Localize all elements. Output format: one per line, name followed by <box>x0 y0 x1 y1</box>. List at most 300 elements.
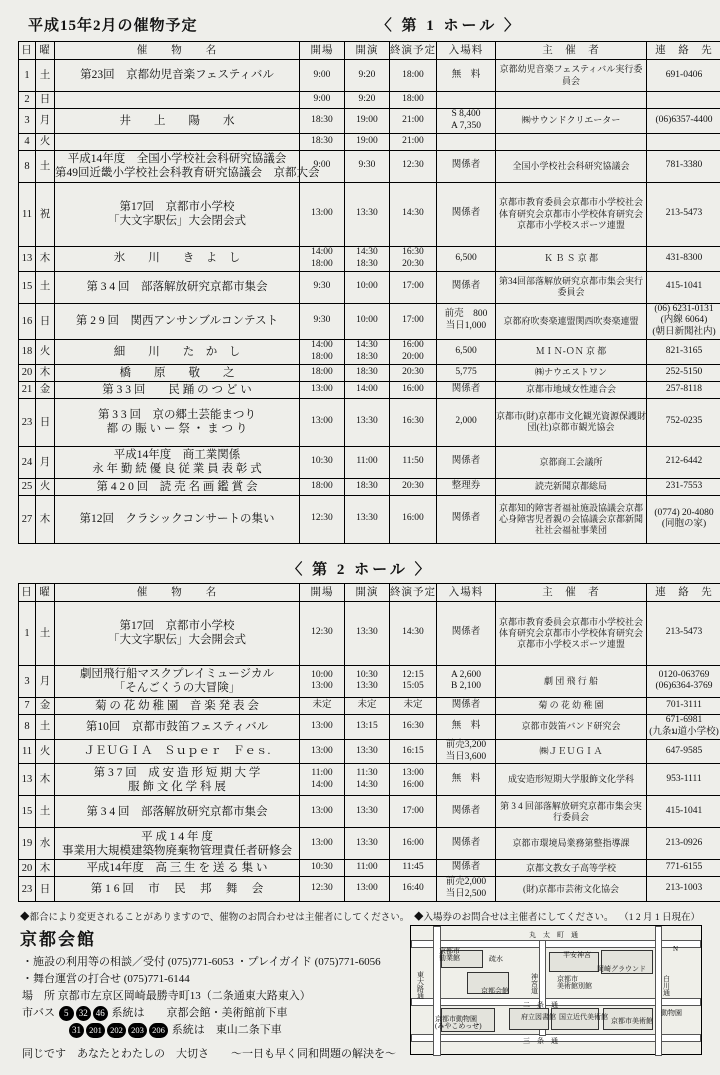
cell-organizer: (財)京都市芸術文化協会 <box>496 877 647 902</box>
cell-tel: (06)6357-4400 <box>647 109 720 134</box>
cell-fee: 関係者 <box>437 446 496 478</box>
road-shirakawa <box>655 926 662 1056</box>
table-row <box>19 60 720 92</box>
cell-start: 19:00 <box>345 109 390 134</box>
cell-event-name: 第 2 9 回 関西アンサンブルコンテスト <box>55 303 300 340</box>
cell-open: 未定 <box>300 697 345 714</box>
table-header-row <box>19 583 720 601</box>
cell-organizer: ＭＩＮ-ＯＮ 京 都 <box>496 340 647 365</box>
page-title: 平成15年2月の催物予定 <box>18 14 198 35</box>
cell-fee: 2,000 <box>437 398 496 446</box>
cell-event-name: 平成14年度 全国小学校社会科研究協議会 第49回近畿小学校社会科教育研究協議会 京都大会 <box>55 150 300 182</box>
table-row <box>19 303 720 340</box>
cell-open: 13:00 <box>300 714 345 739</box>
cell-organizer: 第 3 4 回部落解放研究京都市集会実行委員会 <box>496 796 647 828</box>
cell-weekday: 月 <box>36 109 55 134</box>
cell-event-name: 第23回 京都幼児音楽フェスティバル <box>55 60 300 92</box>
cell-open: 11:00 14:00 <box>300 764 345 796</box>
cell-start: 19:00 <box>345 133 390 150</box>
cell-fee: 関係者 <box>437 150 496 182</box>
cell-tel: 415-1041 <box>647 796 720 828</box>
table-row <box>19 381 720 398</box>
col-fee: 入場料 <box>437 583 496 601</box>
cell-end: 16:00 <box>390 495 437 543</box>
cell-day: 20 <box>19 860 36 877</box>
cell-fee: 前売2,000 当日2,500 <box>437 877 496 902</box>
cell-fee: 関係者 <box>437 796 496 828</box>
cell-organizer: ㈱ＪＥＵＧＩＡ <box>496 739 647 764</box>
cell-weekday: 火 <box>36 478 55 495</box>
col-weekday: 曜 <box>36 42 55 60</box>
cell-start: 未定 <box>345 697 390 714</box>
col-start: 開演 <box>345 583 390 601</box>
table-row <box>19 665 720 697</box>
cell-event-name: 氷 川 き よ し <box>55 246 300 271</box>
map-label: 京都会館 <box>481 988 509 995</box>
cell-start: 13:30 <box>345 796 390 828</box>
cell-event-name: ＪＥＵＧＩＡ Ｓｕｐｅｒ Ｆｅｓ. <box>55 739 300 764</box>
cell-end: 18:00 <box>390 92 437 109</box>
cell-organizer: 第34回部落解放研究京都市集会実行委員会 <box>496 271 647 303</box>
map-label: 岡崎グラウンド <box>597 966 646 973</box>
cell-day: 19 <box>19 828 36 860</box>
cell-weekday: 日 <box>36 877 55 902</box>
hall2-title: 〈 第 2 ホール 〉 <box>18 558 702 579</box>
cell-end: 16:00 <box>390 828 437 860</box>
cell-event-name: 第 3 3 回 京の郷土芸能まつり 都 の 賑 い ー 祭 ・ ま つ り <box>55 398 300 446</box>
cell-event-name <box>55 133 300 150</box>
table-row <box>19 764 720 796</box>
reservation-tel: (075)771-6053 <box>168 956 234 968</box>
table-row <box>19 446 720 478</box>
cell-tel: 771-6155 <box>647 860 720 877</box>
cell-tel: 671-6981 (九条ม道小学校) <box>647 714 720 739</box>
cell-fee: 無 料 <box>437 714 496 739</box>
cell-end: 17:00 <box>390 271 437 303</box>
cell-tel: 752-0235 <box>647 398 720 446</box>
cell-day: 4 <box>19 133 36 150</box>
cell-event-name: 細 川 た か し <box>55 340 300 365</box>
cell-event-name: 第 4 2 0 回 読 売 名 画 鑑 賞 会 <box>55 478 300 495</box>
cell-open: 13:00 <box>300 828 345 860</box>
note-right: （1 2 月 1 日現在） <box>619 909 700 923</box>
cell-start: 18:30 <box>345 478 390 495</box>
col-open: 開場 <box>300 583 345 601</box>
cell-open: 13:00 <box>300 182 345 246</box>
hall2-schedule-table <box>18 583 720 902</box>
bus-route-badges-1 <box>58 1007 109 1019</box>
address-label: 場 所 <box>22 990 55 1002</box>
cell-open: 9:00 <box>300 150 345 182</box>
cell-end: 21:00 <box>390 133 437 150</box>
cell-end: 20:30 <box>390 478 437 495</box>
bus-route-badge: 206 <box>149 1023 168 1038</box>
cell-weekday: 木 <box>36 495 55 543</box>
note-left: ◆都合により変更されることがありますので、催物のお問合わせは主催者にしてください。 ◆入場券のお問合せは主催者にしてください。 <box>20 909 614 923</box>
cell-open: 10:30 <box>300 860 345 877</box>
cell-tel: 257-8118 <box>647 381 720 398</box>
table-row <box>19 246 720 271</box>
cell-day: 3 <box>19 665 36 697</box>
map-label: 丸 太 町 通 <box>529 932 578 939</box>
cell-weekday: 土 <box>36 714 55 739</box>
cell-tel: 415-1041 <box>647 271 720 303</box>
cell-event-name: 第10回 京都市鼓笛フェスティバル <box>55 714 300 739</box>
cell-start: 13:30 <box>345 739 390 764</box>
cell-organizer: 京都幼児音楽フェスティバル実行委員会 <box>496 60 647 92</box>
cell-event-name: 第17回 京都市小学校 「大文字駅伝」大会閉会式 <box>55 182 300 246</box>
table-row <box>19 828 720 860</box>
map-label: 二 条 通 <box>523 1002 558 1009</box>
cell-end: 16:30 <box>390 398 437 446</box>
stage-label: ・舞台運営の打合せ <box>22 973 121 985</box>
notes-row <box>20 909 700 923</box>
cell-organizer: 読売新聞京都総局 <box>496 478 647 495</box>
cell-start: 9:20 <box>345 92 390 109</box>
cell-fee: 5,775 <box>437 364 496 381</box>
cell-tel: 647-9585 <box>647 739 720 764</box>
cell-tel: (0774) 20-4080 (同胞の家) <box>647 495 720 543</box>
cell-day: 13 <box>19 764 36 796</box>
cell-start: 13:30 <box>345 495 390 543</box>
cell-end: 13:00 16:00 <box>390 764 437 796</box>
map-label: 動物園 <box>661 1010 682 1017</box>
cell-weekday: 木 <box>36 364 55 381</box>
cell-tel: 213-5473 <box>647 182 720 246</box>
col-day: 日 <box>19 42 36 60</box>
table-row <box>19 133 720 150</box>
cell-start: 13:00 <box>345 877 390 902</box>
cell-weekday: 金 <box>36 381 55 398</box>
table-row <box>19 478 720 495</box>
cell-weekday: 土 <box>36 601 55 665</box>
cell-weekday: 金 <box>36 697 55 714</box>
cell-end: 14:30 <box>390 182 437 246</box>
col-weekday: 曜 <box>36 583 55 601</box>
cell-weekday: 土 <box>36 150 55 182</box>
cell-open: 9:00 <box>300 60 345 92</box>
table-row <box>19 877 720 902</box>
cell-day: 3 <box>19 109 36 134</box>
cell-organizer: 京都商工会議所 <box>496 446 647 478</box>
col-event-name: 催 物 名 <box>55 583 300 601</box>
cell-fee: 関係者 <box>437 860 496 877</box>
cell-weekday: 木 <box>36 860 55 877</box>
cell-open: 9:00 <box>300 92 345 109</box>
header-row <box>18 14 702 35</box>
map-label: 京都市 美術館別館 <box>557 976 592 990</box>
col-tel: 連 絡 先 <box>647 42 720 60</box>
cell-fee <box>437 133 496 150</box>
cell-open: 14:00 18:00 <box>300 340 345 365</box>
cell-end: 16:00 <box>390 381 437 398</box>
cell-start: 10:00 <box>345 271 390 303</box>
cell-tel: 701-3111 <box>647 697 720 714</box>
cell-day: 11 <box>19 182 36 246</box>
bus-route-badge: 31 <box>69 1023 84 1038</box>
cell-fee: 関係者 <box>437 697 496 714</box>
cell-end: 11:45 <box>390 860 437 877</box>
table-row <box>19 398 720 446</box>
cell-day: 21 <box>19 381 36 398</box>
cell-tel: 252-5150 <box>647 364 720 381</box>
cell-fee: 整理券 <box>437 478 496 495</box>
cell-open: 13:00 <box>300 398 345 446</box>
cell-open: 12:30 <box>300 601 345 665</box>
bus-route-badges-2 <box>68 1024 169 1036</box>
cell-tel: 231-7553 <box>647 478 720 495</box>
cell-weekday: 火 <box>36 340 55 365</box>
cell-open: 12:30 <box>300 495 345 543</box>
cell-end: 11:50 <box>390 446 437 478</box>
cell-start: 10:30 13:30 <box>345 665 390 697</box>
col-tel: 連 絡 先 <box>647 583 720 601</box>
cell-day: 27 <box>19 495 36 543</box>
cell-weekday: 日 <box>36 92 55 109</box>
cell-end: 未定 <box>390 697 437 714</box>
cell-event-name: 平成14年度 高 三 生 を 送 る 集 い <box>55 860 300 877</box>
cell-start: 13:30 <box>345 601 390 665</box>
cell-organizer: ㈱ナウエストワン <box>496 364 647 381</box>
cell-organizer: 京都市教育委員会京都市小学校社会体育研究会京都市小学校体育研究会京都市小学校スポーツ連盟 <box>496 601 647 665</box>
cell-organizer <box>496 133 647 150</box>
map-label: 府立図書館 <box>521 1014 556 1021</box>
cell-organizer: 京都市(財)京都市文化観光資源保護財団(社)京都市観光協会 <box>496 398 647 446</box>
cell-start: 13:30 <box>345 828 390 860</box>
cell-open: 10:30 <box>300 446 345 478</box>
cell-weekday: 木 <box>36 246 55 271</box>
table-row <box>19 364 720 381</box>
cell-fee: 6,500 <box>437 340 496 365</box>
cell-end: 16:30 <box>390 714 437 739</box>
bus-route-badge: 201 <box>86 1023 105 1038</box>
cell-end: 16:15 <box>390 739 437 764</box>
cell-event-name: 平成14年度 商工業関係 永 年 勤 続 優 良 従 業 員 表 彰 式 <box>55 446 300 478</box>
cell-day: 11 <box>19 739 36 764</box>
cell-end: 14:30 <box>390 601 437 665</box>
cell-tel: 0120-063769 (06)6364-3769 <box>647 665 720 697</box>
table-row <box>19 697 720 714</box>
cell-event-name: 第12回 クラシックコンサートの集い <box>55 495 300 543</box>
cell-day: 24 <box>19 446 36 478</box>
map-label: 疏水 <box>489 956 503 963</box>
cell-tel: 691-0406 <box>647 60 720 92</box>
cell-organizer: 全国小学校社会科研究協議会 <box>496 150 647 182</box>
cell-end: 12:15 15:05 <box>390 665 437 697</box>
cell-start: 11:00 <box>345 446 390 478</box>
cell-weekday: 火 <box>36 739 55 764</box>
hall1-table-head <box>19 42 720 60</box>
table-row <box>19 601 720 665</box>
venue-name: 京都会館 <box>20 925 702 950</box>
cell-start: 18:30 <box>345 364 390 381</box>
cell-organizer: 京都市環境局業務第整指導課 <box>496 828 647 860</box>
cell-tel <box>647 133 720 150</box>
cell-tel: (06) 6231-0131 (内線 6064) (朝日新聞社内) <box>647 303 720 340</box>
table-header-row <box>19 42 720 60</box>
cell-event-name: 平 成 1 4 年 度 事業用大規模建築物廃棄物管理責任者研修会 <box>55 828 300 860</box>
cell-fee: 前売 800 当日1,000 <box>437 303 496 340</box>
cell-fee: 前売3,200 当日3,600 <box>437 739 496 764</box>
cell-tel: 213-5473 <box>647 601 720 665</box>
cell-start: 11:30 14:30 <box>345 764 390 796</box>
cell-open: 14:00 18:00 <box>300 246 345 271</box>
col-event-name: 催 物 名 <box>55 42 300 60</box>
cell-organizer: 京都市教育委員会京都市小学校社会体育研究会京都市小学校体育研究会京都市小学校スポーツ連盟 <box>496 182 647 246</box>
cell-organizer <box>496 92 647 109</box>
cell-organizer: 京都府吹奏楽連盟関西吹奏楽連盟 <box>496 303 647 340</box>
cell-organizer: 劇 団 飛 行 船 <box>496 665 647 697</box>
bus-route-badge: 5 <box>59 1006 74 1021</box>
cell-start: 10:00 <box>345 303 390 340</box>
reservation-label: ・施設の利用等の相談／受付 <box>22 956 165 968</box>
cell-end: 17:00 <box>390 796 437 828</box>
cell-tel: 213-0926 <box>647 828 720 860</box>
map-label: 三 条 通 <box>523 1038 558 1045</box>
table-row <box>19 271 720 303</box>
cell-fee: 関係者 <box>437 271 496 303</box>
cell-organizer: 京都文教女子高等学校 <box>496 860 647 877</box>
cell-day: 15 <box>19 271 36 303</box>
map-label: 平安神宮 <box>563 952 591 959</box>
bus-route-badge: 32 <box>76 1006 91 1021</box>
cell-day: 1 <box>19 60 36 92</box>
table-row <box>19 182 720 246</box>
map-label: 京都市動物園 (みやこめっせ) <box>435 1016 482 1030</box>
table-row <box>19 92 720 109</box>
cell-day: 23 <box>19 877 36 902</box>
map-label: 白 川 通 <box>663 976 670 997</box>
cell-organizer: 菊 の 花 幼 稚 園 <box>496 697 647 714</box>
stage-tel: (075)771-6144 <box>124 973 190 985</box>
cell-open: 18:30 <box>300 133 345 150</box>
cell-event-name: 井 上 陽 水 <box>55 109 300 134</box>
bus-text-1: 系統は 京都会館・美術館前下車 <box>112 1007 288 1019</box>
cell-day: 18 <box>19 340 36 365</box>
cell-organizer: 京都知的障害者福祉施設協議会京都心身障害児者親の会協議会京都新聞社社会福祉事業団 <box>496 495 647 543</box>
col-end: 終演予定 <box>390 583 437 601</box>
col-organizer: 主 催 者 <box>496 583 647 601</box>
hall2-table-body <box>19 601 720 901</box>
cell-day: 8 <box>19 714 36 739</box>
map-label: 国立近代美術館 <box>559 1014 608 1021</box>
cell-end: 16:40 <box>390 877 437 902</box>
cell-end: 17:00 <box>390 303 437 340</box>
cell-fee: 関係者 <box>437 182 496 246</box>
cell-day: 8 <box>19 150 36 182</box>
hall1-table-body <box>19 60 720 544</box>
cell-start: 13:30 <box>345 398 390 446</box>
cell-event-name <box>55 92 300 109</box>
table-row <box>19 340 720 365</box>
cell-weekday: 日 <box>36 303 55 340</box>
playguide-tel: (075)771-6056 <box>315 956 381 968</box>
road-higashioji <box>433 926 441 1056</box>
cell-event-name: 第 3 3 回 民 踊 の つ ど い <box>55 381 300 398</box>
bus-label: 市バス <box>22 1007 55 1019</box>
cell-start: 9:30 <box>345 150 390 182</box>
cell-tel: 953-1111 <box>647 764 720 796</box>
playguide-label: ・プレイガイド <box>237 956 312 968</box>
cell-start: 14:00 <box>345 381 390 398</box>
cell-tel: 431-8300 <box>647 246 720 271</box>
cell-fee: 関係者 <box>437 381 496 398</box>
table-row <box>19 739 720 764</box>
cell-tel: 212-6442 <box>647 446 720 478</box>
cell-open: 18:30 <box>300 109 345 134</box>
cell-organizer: 京都市地域女性連合会 <box>496 381 647 398</box>
cell-open: 9:30 <box>300 303 345 340</box>
cell-open: 13:00 <box>300 381 345 398</box>
map-label: 東 大 路 通 <box>417 972 424 1000</box>
table-row <box>19 495 720 543</box>
cell-start: 13:15 <box>345 714 390 739</box>
cell-open: 18:00 <box>300 478 345 495</box>
cell-event-name: 第 3 4 回 部落解放研究京都市集会 <box>55 796 300 828</box>
cell-weekday: 水 <box>36 828 55 860</box>
cell-day: 16 <box>19 303 36 340</box>
cell-fee: A 2,600 B 2,100 <box>437 665 496 697</box>
hall2-table-head <box>19 583 720 601</box>
cell-tel: 821-3165 <box>647 340 720 365</box>
col-organizer: 主 催 者 <box>496 42 647 60</box>
col-day: 日 <box>19 583 36 601</box>
cell-open: 13:00 <box>300 796 345 828</box>
cell-day: 23 <box>19 398 36 446</box>
cell-fee: S 8,400 A 7,350 <box>437 109 496 134</box>
cell-day: 25 <box>19 478 36 495</box>
cell-start: 13:30 <box>345 182 390 246</box>
cell-event-name: 第 3 4 回 部落解放研究京都市集会 <box>55 271 300 303</box>
table-row <box>19 109 720 134</box>
slogan-text: 同じです あなたとわたしの 大切さ ～一日も早く同和問題の解決を～ <box>22 1045 702 1061</box>
map-label: N <box>673 946 678 953</box>
cell-fee: 無 料 <box>437 764 496 796</box>
address-value: 京都市左京区岡崎最勝寺町13（二条通東大路東入） <box>58 990 311 1002</box>
col-open: 開場 <box>300 42 345 60</box>
hall1-schedule-table <box>18 41 720 544</box>
cell-fee <box>437 92 496 109</box>
cell-event-name: 橋 原 敬 之 <box>55 364 300 381</box>
bus-route-badge: 202 <box>107 1023 126 1038</box>
cell-organizer: ㈱サウンドクリエーター <box>496 109 647 134</box>
cell-tel: 213-1003 <box>647 877 720 902</box>
cell-weekday: 火 <box>36 133 55 150</box>
bus-route-badge: 46 <box>93 1006 108 1021</box>
table-row <box>19 796 720 828</box>
table-row <box>19 860 720 877</box>
cell-end: 12:30 <box>390 150 437 182</box>
cell-fee: 関係者 <box>437 495 496 543</box>
cell-weekday: 祝 <box>36 182 55 246</box>
cell-organizer: Ｋ Ｂ Ｓ 京 都 <box>496 246 647 271</box>
cell-fee: 関係者 <box>437 601 496 665</box>
col-fee: 入場料 <box>437 42 496 60</box>
cell-tel <box>647 92 720 109</box>
cell-fee: 無 料 <box>437 60 496 92</box>
cell-end: 18:00 <box>390 60 437 92</box>
cell-start: 9:20 <box>345 60 390 92</box>
cell-fee: 関係者 <box>437 828 496 860</box>
cell-day: 20 <box>19 364 36 381</box>
cell-weekday: 月 <box>36 665 55 697</box>
cell-start: 14:30 18:30 <box>345 246 390 271</box>
access-map <box>410 925 702 1055</box>
cell-open: 18:00 <box>300 364 345 381</box>
cell-tel: 781-3380 <box>647 150 720 182</box>
cell-weekday: 土 <box>36 271 55 303</box>
cell-start: 14:30 18:30 <box>345 340 390 365</box>
